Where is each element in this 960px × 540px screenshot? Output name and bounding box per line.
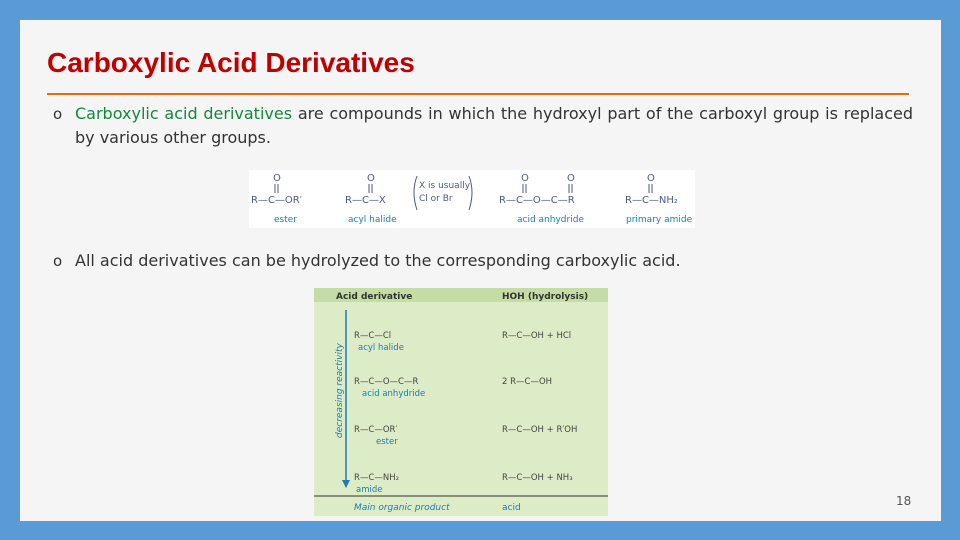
row-3-right: R—C—OH + R′OH xyxy=(502,425,578,435)
header-acid-derivative: Acid derivative xyxy=(336,292,413,302)
footer-main-product: Main organic product xyxy=(354,503,450,513)
reactivity-arrow-label: decreasing reactivity xyxy=(335,343,345,438)
bullet-marker: o xyxy=(53,105,63,123)
derivative-structures-figure xyxy=(249,170,695,228)
label-ester: ester xyxy=(274,215,297,225)
amide-formula: R—C—NH₂ xyxy=(625,195,678,206)
row-3-left: R—C—OR′ xyxy=(354,425,398,435)
anhydride-oxygen-1: O xyxy=(521,173,529,184)
label-primary-amide: primary amide xyxy=(626,215,693,225)
page-number: 18 xyxy=(896,494,912,508)
highlight-term: Carboxylic acid derivatives xyxy=(75,104,293,123)
anhydride-formula: R—C—O—C—R xyxy=(499,195,575,206)
row-4-name: amide xyxy=(356,485,383,495)
footer-acid: acid xyxy=(502,503,521,513)
bullet-1 xyxy=(53,102,913,152)
bullet-1-rest: are compounds in which the hydroxyl part of the carboxyl group is replaced by various other groups. xyxy=(75,104,913,147)
row-1-right: R—C—OH + HCl xyxy=(502,331,572,341)
row-2-left: R—C—O—C—R xyxy=(354,377,419,387)
bullet-1-text xyxy=(75,102,913,150)
row-2-right: 2 R—C—OH xyxy=(502,377,553,387)
bullet-2 xyxy=(53,249,913,275)
row-4-left: R—C—NH₂ xyxy=(354,473,399,483)
acyl-halide-oxygen: O xyxy=(367,173,375,184)
hydrolysis-figure xyxy=(314,288,608,516)
row-3-name: ester xyxy=(376,437,398,447)
row-4-right: R—C—OH + NH₃ xyxy=(502,473,573,483)
anhydride-oxygen-2: O xyxy=(567,173,575,184)
ester-oxygen: O xyxy=(273,173,281,184)
slide-title: Carboxylic Acid Derivatives xyxy=(47,47,415,78)
note-line-1: X is usually xyxy=(419,181,471,191)
amide-oxygen: O xyxy=(647,173,655,184)
row-1-name: acyl halide xyxy=(358,343,404,353)
header-hydrolysis: HOH (hydrolysis) xyxy=(502,292,589,302)
bullet-marker: o xyxy=(53,252,63,270)
acyl-halide-formula: R—C—X xyxy=(345,195,386,206)
note-line-2: Cl or Br xyxy=(419,194,453,204)
label-acyl-halide: acyl halide xyxy=(348,215,397,225)
title-underline xyxy=(47,93,909,95)
ester-formula: R—C—OR′ xyxy=(251,195,303,206)
label-acid-anhydride: acid anhydride xyxy=(517,215,584,225)
slide xyxy=(20,20,941,521)
bullet-2-text: All acid derivatives can be hydrolyzed to the corresponding carboxylic acid. xyxy=(75,251,681,270)
row-2-name: acid anhydride xyxy=(362,389,426,399)
row-1-left: R—C—Cl xyxy=(354,331,392,341)
